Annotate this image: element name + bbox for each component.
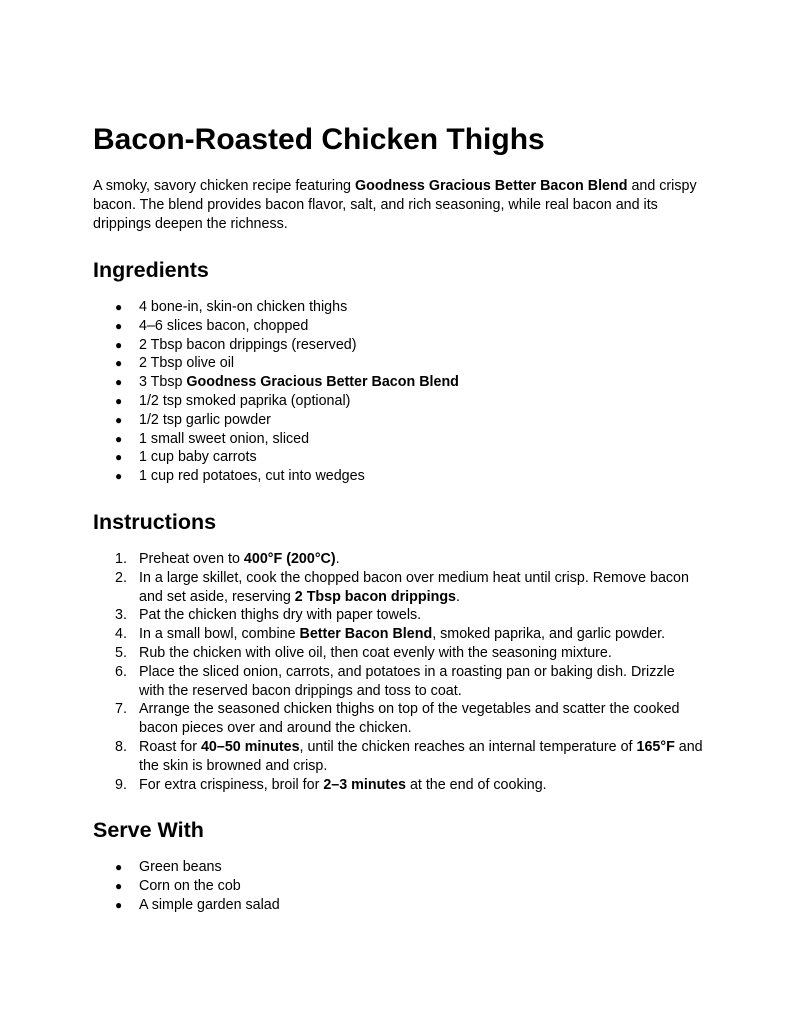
item-text: Green beans (139, 859, 222, 876)
list-item (93, 373, 703, 392)
item-text: . (335, 550, 340, 567)
instruction-step (93, 700, 703, 738)
bold-text: 40–50 minutes (200, 738, 300, 755)
bold-text: 400°F (200°C) (243, 550, 336, 567)
bold-text: Better Bacon Blend (299, 626, 433, 643)
item-text: , smoked paprika, and garlic powder. (432, 626, 666, 643)
step-number: 6. (115, 663, 127, 680)
item-text: Pat the chicken thighs dry with paper towels. (139, 607, 422, 624)
bullet-icon: ● (115, 431, 123, 446)
item-text: Rub the chicken with olive oil, then coat evenly with the seasoning mixture. (139, 644, 612, 661)
item-text: Arrange the seasoned chicken thighs on top of the vegetables and scatter the cooked bacon pieces over and around the chicken. (139, 701, 680, 737)
list-item (93, 411, 703, 430)
item-text: In a large skillet, cook the chopped bacon over medium heat until crisp. Remove bacon and set aside, reserving (139, 569, 689, 605)
list-item (93, 877, 703, 896)
bullet-icon: ● (115, 469, 123, 484)
bullet-icon: ● (115, 393, 123, 408)
item-text: 2 Tbsp olive oil (139, 355, 235, 372)
bullet-icon: ● (115, 356, 123, 371)
item-text: 4–6 slices bacon, chopped (139, 317, 309, 334)
intro-text-end: and crispy bacon. The blend provides bacon flavor, salt, and rich seasoning, while real bacon and its drippings deepen the richness. (93, 178, 697, 232)
bold-text: 2–3 minutes (323, 776, 406, 793)
item-text: . (456, 588, 460, 605)
item-text: Roast for (139, 738, 201, 755)
item-text: at the end of cooking. (405, 776, 547, 793)
instruction-step (93, 606, 703, 625)
item-text: 4 bone-in, skin-on chicken thighs (139, 299, 348, 315)
bold-text: 2 Tbsp bacon drippings (294, 588, 457, 605)
item-text: and the skin is browned and crisp. (139, 738, 703, 774)
list-item (93, 298, 703, 317)
instruction-step (93, 644, 703, 663)
step-number: 1. (115, 550, 127, 567)
item-text: Preheat oven to (139, 550, 244, 567)
instruction-step (93, 569, 703, 607)
intro-paragraph (93, 177, 703, 234)
bullet-icon: ● (115, 300, 123, 314)
list-item (93, 448, 703, 467)
recipe-document (93, 118, 703, 936)
instruction-step (93, 738, 703, 776)
list-item (93, 858, 703, 877)
list-item (93, 467, 703, 486)
item-text: 2 Tbsp bacon drippings (reserved) (139, 336, 357, 353)
item-text: , until the chicken reaches an internal temperature of (299, 738, 637, 755)
bullet-icon: ● (115, 879, 123, 894)
intro-bold-product: Goodness Gracious Better Bacon Blend (354, 178, 628, 194)
bullet-icon: ● (115, 375, 123, 390)
step-number: 7. (115, 701, 127, 718)
instructions-list (93, 550, 703, 794)
step-number: 5. (115, 644, 127, 661)
bullet-icon: ● (115, 412, 123, 427)
list-item (93, 392, 703, 411)
instruction-step (93, 663, 703, 701)
item-text: 1/2 tsp smoked paprika (optional) (139, 392, 351, 409)
serve-with-list (93, 858, 703, 914)
instruction-step (93, 625, 703, 644)
item-text: A simple garden salad (139, 896, 280, 913)
list-item (93, 354, 703, 373)
item-text: Place the sliced onion, carrots, and potatoes in a roasting pan or baking dish. Drizzle with the reserved bacon drippings and toss to coat. (139, 663, 675, 699)
item-text: 1 cup baby carrots (139, 449, 257, 466)
item-text: 3 Tbsp (139, 374, 187, 391)
list-item (93, 430, 703, 449)
step-number: 9. (115, 776, 127, 793)
bullet-icon: ● (115, 450, 123, 465)
instructions-heading: Instructions (93, 509, 217, 534)
bold-text: Goodness Gracious Better Bacon Blend (186, 374, 459, 391)
item-text: For extra crispiness, broil for (139, 776, 324, 793)
step-number: 4. (115, 626, 127, 643)
step-number: 2. (115, 569, 127, 586)
bullet-icon: ● (115, 337, 123, 352)
ingredients-heading: Ingredients (93, 258, 209, 282)
item-text: 1/2 tsp garlic powder (139, 411, 271, 428)
intro-text: A smoky, savory chicken recipe featuring (93, 178, 355, 194)
instruction-step (93, 550, 703, 569)
bullet-icon: ● (115, 860, 123, 875)
list-item (93, 336, 703, 355)
item-text: 1 small sweet onion, sliced (139, 430, 310, 447)
step-number: 8. (115, 738, 127, 755)
bold-text: 165°F (636, 738, 675, 755)
item-text: 1 cup red potatoes, cut into wedges (139, 468, 365, 485)
list-item (93, 317, 703, 336)
list-item (93, 896, 703, 915)
item-text: In a small bowl, combine (139, 626, 300, 643)
instruction-step (93, 776, 703, 795)
item-text: Corn on the cob (139, 878, 241, 895)
ingredients-list (93, 298, 703, 486)
page-title: Bacon-Roasted Chicken Thighs (93, 123, 545, 156)
step-number: 3. (115, 607, 127, 624)
bullet-icon: ● (115, 897, 123, 912)
bullet-icon: ● (115, 318, 123, 333)
serve-with-heading: Serve With (93, 818, 204, 843)
